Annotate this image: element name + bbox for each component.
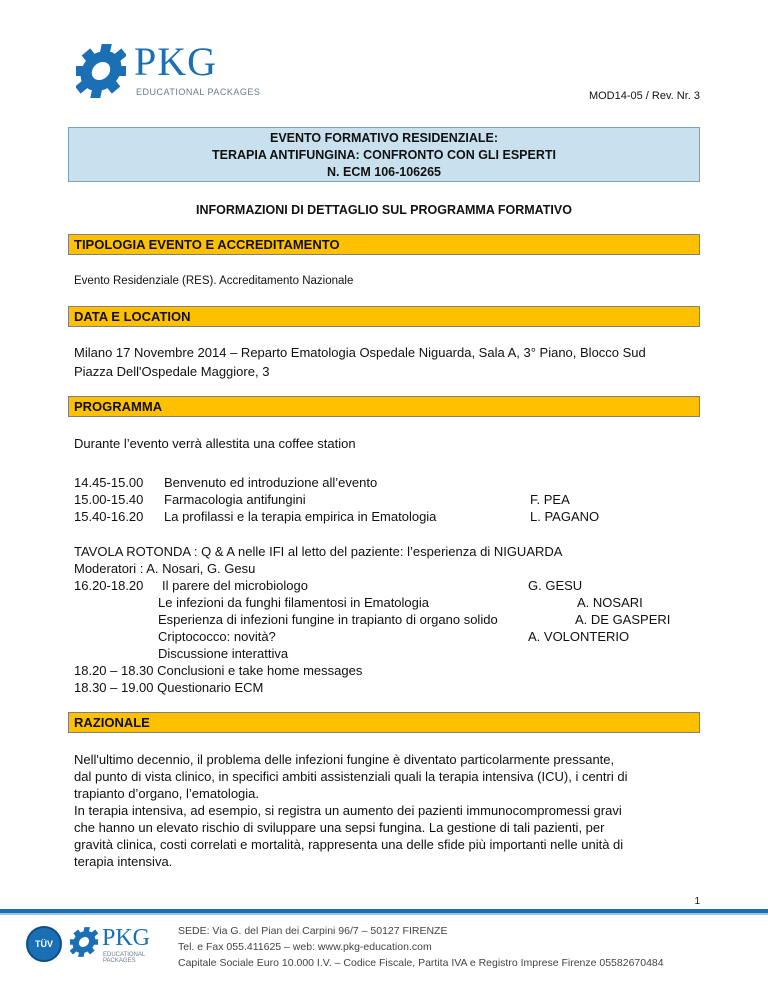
tipologia-text: Evento Residenziale (RES). Accreditamento Nazionale bbox=[74, 275, 354, 287]
footer-line1: SEDE: Via G. del Pian dei Carpini 96/7 – 50127 FIRENZE bbox=[178, 925, 448, 937]
footer-line2: Tel. e Fax 055.411625 – web: www.pkg-education.com bbox=[178, 941, 432, 953]
round-item-speaker: A. NOSARI bbox=[577, 595, 643, 610]
pkg-gear-logo-icon bbox=[70, 926, 98, 958]
footer-cert-badge bbox=[26, 926, 62, 962]
event-title-line1: EVENTO FORMATIVO RESIDENZIALE: bbox=[269, 131, 499, 145]
footer-brand-tagline: EDUCATIONAL PACKAGES bbox=[103, 952, 146, 964]
schedule-speaker: L. PAGANO bbox=[530, 509, 600, 524]
brand-tagline: EDUCATIONAL PACKAGES bbox=[136, 87, 261, 97]
page-number: 1 bbox=[694, 896, 700, 907]
cert-label: TÜV bbox=[35, 939, 53, 949]
schedule-time: 14.45-15.00 bbox=[74, 475, 144, 490]
header-logo bbox=[76, 39, 276, 98]
event-ecm-number: N. ECM 106-106265 bbox=[327, 165, 441, 179]
round-item-title: Criptococco: novità? bbox=[158, 629, 276, 644]
round-item-title: Discussione interattiva bbox=[158, 646, 289, 661]
round-item-title: Il parere del microbiologo bbox=[162, 578, 308, 593]
section-heading-programma: PROGRAMMA bbox=[68, 396, 700, 417]
schedule-speaker: F. PEA bbox=[530, 492, 570, 507]
footer-logo bbox=[70, 924, 170, 964]
razionale-line: trapianto d’organo, l’ematologia. bbox=[74, 786, 260, 801]
pkg-gear-logo-icon bbox=[76, 42, 126, 100]
round-item-speaker: A. DE GASPERI bbox=[575, 612, 671, 627]
footer-address bbox=[178, 923, 664, 971]
round-time: 16.20-18.20 bbox=[74, 578, 144, 593]
location-line1: Milano 17 Novembre 2014 – Reparto Ematologia Ospedale Niguarda, Sala A, 3° Piano, Blocco Sud bbox=[74, 345, 646, 360]
round-item-title: Esperienza di infezioni fungine in trapianto di organo solido bbox=[158, 612, 498, 627]
schedule-time: 15.40-16.20 bbox=[74, 509, 144, 524]
razionale-line: Nell'ultimo decennio, il problema delle infezioni fungine è diventato particolarmente pressante, bbox=[74, 752, 615, 767]
round-table-title: TAVOLA ROTONDA : Q & A nelle IFI al letto del paziente: l’esperienza di NIGUARDA bbox=[74, 544, 563, 559]
footer-line3: Capitale Sociale Euro 10.000 I.V. – Codice Fiscale, Partita IVA e Registro Imprese Firenze 05582670484 bbox=[178, 957, 664, 969]
event-title-line2: TERAPIA ANTIFUNGINA: CONFRONTO CON GLI ESPERTI bbox=[212, 148, 556, 162]
razionale-line: In terapia intensiva, ad esempio, si registra un aumento dei pazienti immunocompromessi gravi bbox=[74, 803, 622, 818]
event-title-box bbox=[68, 127, 700, 182]
round-item-speaker: A. VOLONTERIO bbox=[528, 629, 630, 644]
closing-line: 18.30 – 19.00 Questionario ECM bbox=[74, 680, 264, 695]
schedule-time: 15.00-15.40 bbox=[74, 492, 144, 507]
program-intro: Durante l’evento verrà allestita una coffee station bbox=[74, 436, 356, 451]
section-heading-data: DATA E LOCATION bbox=[68, 306, 700, 327]
razionale-line: terapia intensiva. bbox=[74, 854, 173, 869]
footer-brand-name: PKG bbox=[102, 925, 151, 951]
razionale-line: che hanno un elevato rischio di sviluppare una sepsi fungina. La gestione di tali pazienti, per bbox=[74, 820, 605, 835]
brand-name: PKG bbox=[134, 39, 218, 84]
round-item-title: Le infezioni da funghi filamentosi in Ematologia bbox=[158, 595, 430, 610]
round-item-speaker: G. GESU bbox=[528, 578, 583, 593]
schedule-title: Farmacologia antifungini bbox=[164, 492, 306, 507]
schedule-title: La profilassi e la terapia empirica in Ematologia bbox=[164, 509, 437, 524]
closing-line: 18.20 – 18.30 Conclusioni e take home messages bbox=[74, 663, 363, 678]
footer-rule-fade bbox=[0, 913, 768, 915]
location-line2: Piazza Dell'Ospedale Maggiore, 3 bbox=[74, 364, 270, 379]
razionale-line: gravità clinica, costi correlati e mortalità, rappresenta una delle sfide più importanti nelle unità di bbox=[74, 837, 624, 852]
section-heading-tipologia: TIPOLOGIA EVENTO E ACCREDITAMENTO bbox=[68, 234, 700, 255]
moderators: Moderatori : A. Nosari, G. Gesu bbox=[74, 561, 256, 576]
section-heading-razionale: RAZIONALE bbox=[68, 712, 700, 733]
doc-reference: MOD14-05 / Rev. Nr. 3 bbox=[588, 90, 700, 102]
info-title: INFORMAZIONI DI DETTAGLIO SUL PROGRAMMA FORMATIVO bbox=[196, 203, 572, 217]
schedule-title: Benvenuto ed introduzione all’evento bbox=[164, 475, 378, 490]
razionale-line: dal punto di vista clinico, in specifici ambiti assistenziali quali la terapia intensiva (ICU), i centri di bbox=[74, 769, 628, 784]
